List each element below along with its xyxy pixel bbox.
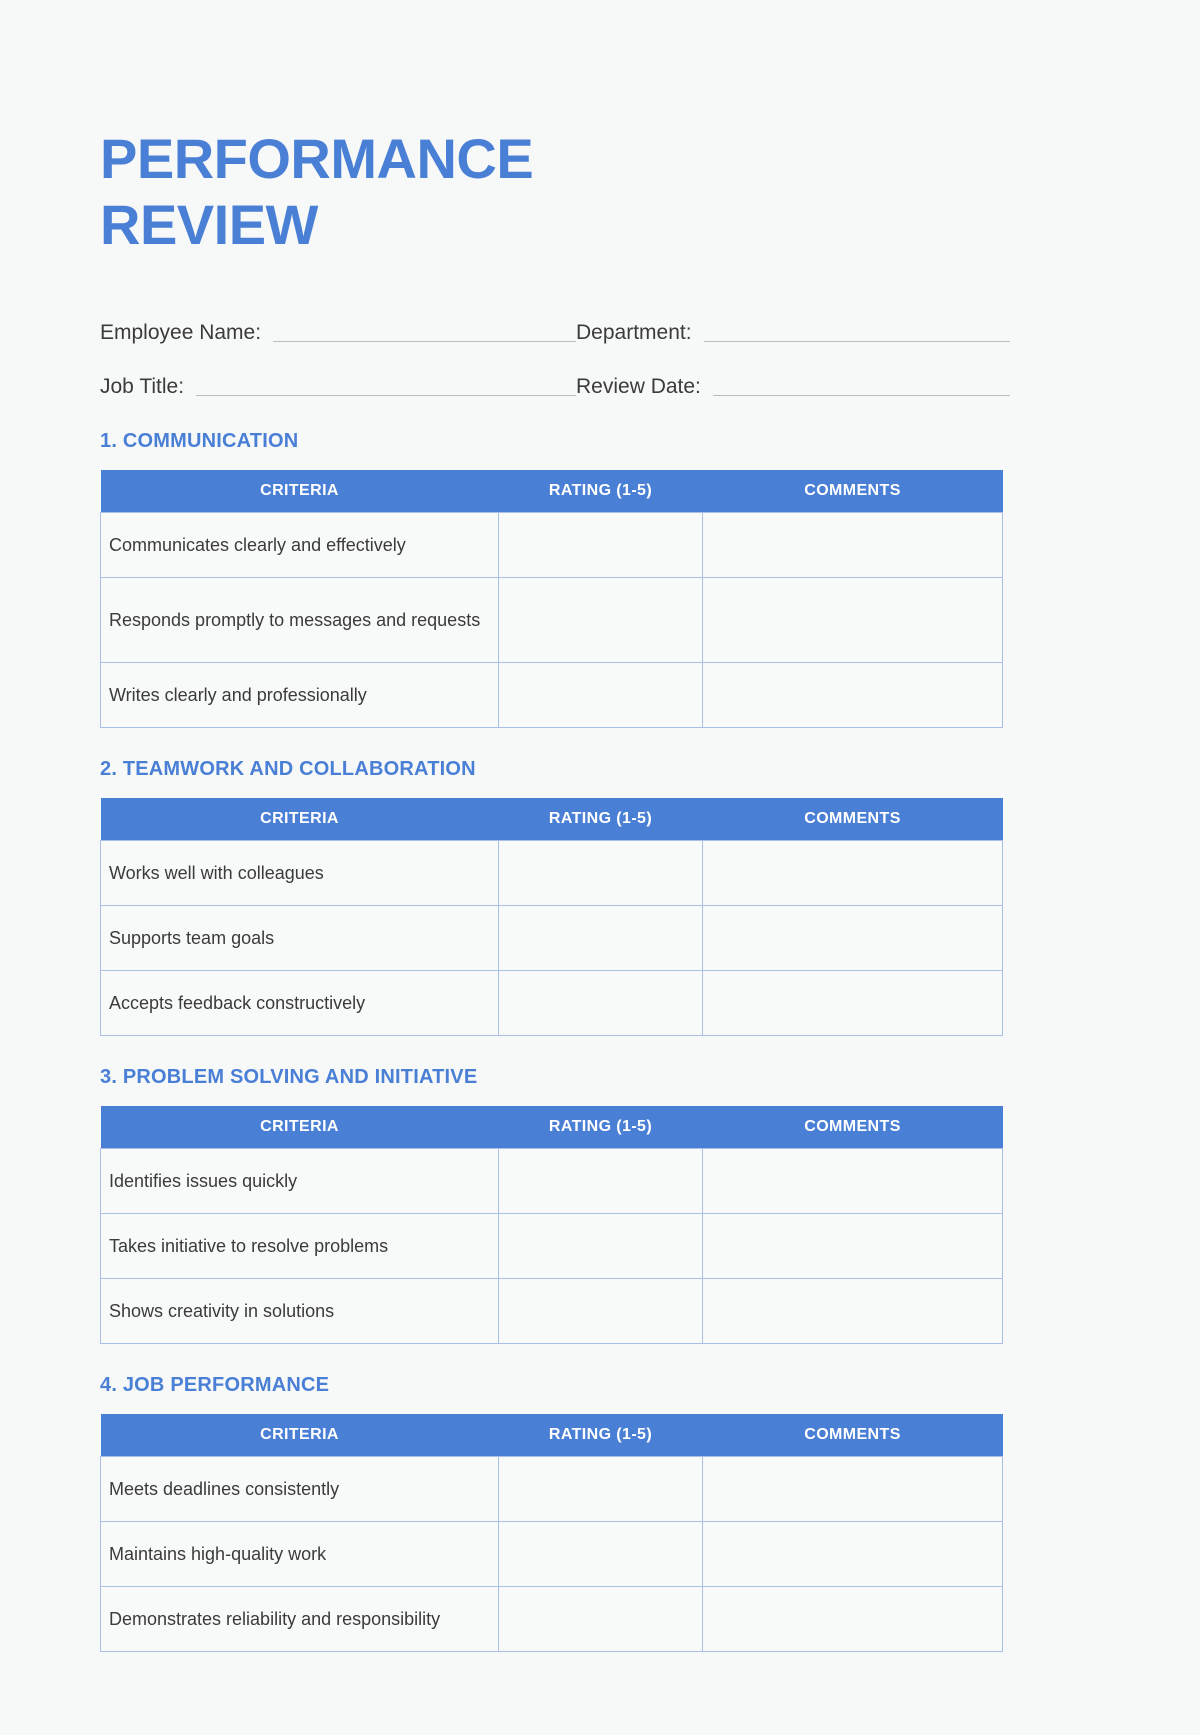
criteria-cell: Responds promptly to messages and requests [101,577,499,662]
comments-cell[interactable] [703,1278,1003,1343]
header-rating: RATING (1-5) [499,470,703,513]
table-row [101,1278,1003,1343]
table-row [101,840,1003,905]
employee-info-row-1 [100,320,1100,346]
review-date-input-rule[interactable] [713,395,1010,396]
rating-cell[interactable] [499,1521,703,1586]
header-comments: COMMENTS [703,1414,1003,1457]
rating-cell[interactable] [499,970,703,1035]
comments-cell[interactable] [703,1213,1003,1278]
header-comments: COMMENTS [703,1106,1003,1149]
header-criteria: CRITERIA [101,798,499,841]
comments-cell[interactable] [703,662,1003,727]
header-criteria: CRITERIA [101,470,499,513]
review-date-label: Review Date: [576,374,701,398]
table-row [101,970,1003,1035]
rating-cell[interactable] [499,577,703,662]
section-title: 3. PROBLEM SOLVING AND INITIATIVE [100,1065,478,1088]
table-header-row [101,798,1003,841]
comments-cell[interactable] [703,905,1003,970]
comments-cell[interactable] [703,1148,1003,1213]
employee-name-field[interactable] [100,320,576,346]
header-criteria: CRITERIA [101,1414,499,1457]
section-teamwork [100,758,1100,1036]
section-title: 1. COMMUNICATION [100,429,299,452]
header-rating: RATING (1-5) [499,1106,703,1149]
header-criteria: CRITERIA [101,1106,499,1149]
comments-cell[interactable] [703,512,1003,577]
table-row [101,1521,1003,1586]
page-title [100,38,660,258]
criteria-cell: Communicates clearly and effectively [101,512,499,577]
rating-cell[interactable] [499,1456,703,1521]
criteria-cell: Meets deadlines consistently [101,1456,499,1521]
criteria-cell: Accepts feedback constructively [101,970,499,1035]
department-field[interactable] [576,320,1010,346]
table-row [101,662,1003,727]
criteria-cell: Maintains high-quality work [101,1521,499,1586]
table-row [101,577,1003,662]
department-label: Department: [576,320,692,344]
criteria-cell: Supports team goals [101,905,499,970]
job-title-field[interactable] [100,374,576,400]
section-job-performance [100,1374,1100,1652]
table-row [101,1148,1003,1213]
table-row [101,1213,1003,1278]
comments-cell[interactable] [703,970,1003,1035]
section-communication [100,430,1100,728]
comments-cell[interactable] [703,577,1003,662]
rating-cell[interactable] [499,905,703,970]
job-title-label: Job Title: [100,374,185,398]
comments-cell[interactable] [703,1586,1003,1651]
review-date-field[interactable] [576,374,1010,400]
table-row [101,512,1003,577]
table-row [101,1586,1003,1651]
table-header-row [101,470,1003,513]
rating-cell[interactable] [499,1213,703,1278]
employee-name-input-rule[interactable] [273,341,576,342]
employee-info-row-2 [100,374,1100,400]
criteria-cell: Writes clearly and professionally [101,662,499,727]
rating-cell[interactable] [499,840,703,905]
table-header-row [101,1414,1003,1457]
table-header-row [101,1106,1003,1149]
criteria-table [100,470,1003,728]
criteria-table [100,1106,1003,1344]
rating-cell[interactable] [499,512,703,577]
rating-cell[interactable] [499,662,703,727]
criteria-cell: Demonstrates reliability and responsibility [101,1586,499,1651]
table-row [101,905,1003,970]
criteria-cell: Works well with colleagues [101,840,499,905]
rating-cell[interactable] [499,1148,703,1213]
comments-cell[interactable] [703,1456,1003,1521]
rating-cell[interactable] [499,1586,703,1651]
employee-info-fields [100,320,1100,400]
header-comments: COMMENTS [703,798,1003,841]
criteria-cell: Shows creativity in solutions [101,1278,499,1343]
criteria-table [100,1414,1003,1652]
performance-review-page [0,38,1200,1735]
header-rating: RATING (1-5) [499,1414,703,1457]
criteria-table [100,798,1003,1036]
header-rating: RATING (1-5) [499,798,703,841]
criteria-cell: Takes initiative to resolve problems [101,1213,499,1278]
page-title-line-2: REVIEW [100,192,318,256]
table-row [101,1456,1003,1521]
page-title-line-1: PERFORMANCE [100,126,534,190]
section-title: 4. JOB PERFORMANCE [100,1373,330,1396]
comments-cell[interactable] [703,1521,1003,1586]
criteria-cell: Identifies issues quickly [101,1148,499,1213]
header-comments: COMMENTS [703,470,1003,513]
comments-cell[interactable] [703,840,1003,905]
section-title: 2. TEAMWORK AND COLLABORATION [100,757,476,780]
rating-cell[interactable] [499,1278,703,1343]
job-title-input-rule[interactable] [196,395,576,396]
department-input-rule[interactable] [704,341,1010,342]
section-problem-solving [100,1066,1100,1344]
employee-name-label: Employee Name: [100,320,262,344]
